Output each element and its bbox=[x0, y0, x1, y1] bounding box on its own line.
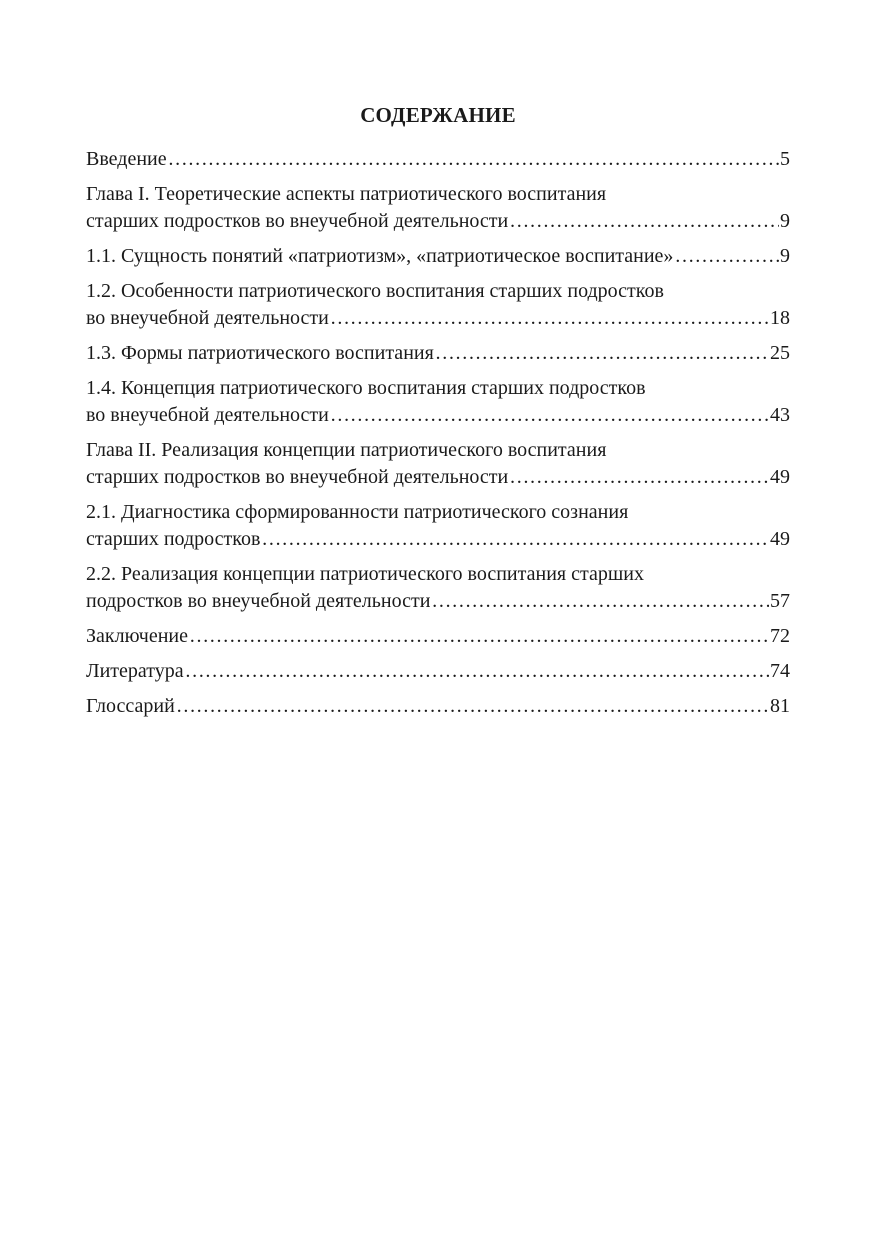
toc-entry-2-1[interactable] bbox=[86, 499, 790, 553]
toc-page-number: 72 bbox=[770, 625, 790, 647]
toc-entry-chapter-2[interactable] bbox=[86, 437, 790, 491]
toc-entry-1-1[interactable] bbox=[86, 243, 790, 270]
dot-leader bbox=[509, 208, 779, 235]
toc-entry-1-2[interactable] bbox=[86, 278, 790, 332]
toc-entry-1-4[interactable] bbox=[86, 375, 790, 429]
toc-page-number: 9 bbox=[780, 210, 790, 232]
dot-leader bbox=[189, 623, 769, 650]
toc-entry-conclusion[interactable] bbox=[86, 623, 790, 650]
dot-leader bbox=[674, 243, 779, 270]
toc-entry-chapter-1[interactable] bbox=[86, 181, 790, 235]
toc-entry-label: во внеучебной деятельности bbox=[86, 404, 329, 426]
toc-entry-label: Литература bbox=[86, 660, 184, 682]
toc-entry-label: во внеучебной деятельности bbox=[86, 307, 329, 329]
dot-leader bbox=[185, 658, 769, 685]
toc-page-number: 57 bbox=[770, 590, 790, 612]
toc-entry-introduction[interactable] bbox=[86, 146, 790, 173]
dot-leader bbox=[168, 146, 779, 173]
toc-entry-label: Глава II. Реализация концепции патриотического воспитания bbox=[86, 439, 607, 461]
toc-entry-label: 2.2. Реализация концепции патриотического воспитания старших bbox=[86, 563, 644, 585]
toc-entry-label: 1.4. Концепция патриотического воспитания старших подростков bbox=[86, 377, 646, 399]
toc-entry-label: 1.2. Особенности патриотического воспитания старших подростков bbox=[86, 280, 664, 302]
toc-entry-2-2[interactable] bbox=[86, 561, 790, 615]
dot-leader bbox=[330, 402, 769, 429]
dot-leader bbox=[176, 693, 769, 720]
toc-entry-label: 2.1. Диагностика сформированности патриотического сознания bbox=[86, 501, 629, 523]
toc-entry-label: 1.1. Сущность понятий «патриотизм», «патриотическое воспитание» bbox=[86, 245, 674, 267]
toc-page-number: 74 bbox=[770, 660, 790, 682]
toc-entry-label: Глава I. Теоретические аспекты патриотического воспитания bbox=[86, 183, 607, 205]
toc-entry-label: Введение bbox=[86, 148, 167, 170]
toc-page-number: 25 bbox=[770, 342, 790, 364]
dot-leader bbox=[330, 305, 769, 332]
toc-entry-1-3[interactable] bbox=[86, 340, 790, 367]
dot-leader bbox=[431, 588, 769, 615]
table-of-contents bbox=[86, 146, 790, 728]
toc-page-number: 49 bbox=[770, 528, 790, 550]
toc-entry-glossary[interactable] bbox=[86, 693, 790, 720]
toc-page-number: 5 bbox=[780, 148, 790, 170]
dot-leader bbox=[509, 464, 769, 491]
toc-page-number: 81 bbox=[770, 695, 790, 717]
dot-leader bbox=[435, 340, 769, 367]
toc-entry-literature[interactable] bbox=[86, 658, 790, 685]
toc-entry-label: Заключение bbox=[86, 625, 188, 647]
toc-entry-label: старших подростков во внеучебной деятельности bbox=[86, 466, 509, 488]
toc-entry-label: 1.3. Формы патриотического воспитания bbox=[86, 342, 434, 364]
dot-leader bbox=[261, 526, 769, 553]
toc-entry-label: старших подростков bbox=[86, 528, 261, 550]
toc-page-number: 18 bbox=[770, 307, 790, 329]
toc-entry-label: Глоссарий bbox=[86, 695, 175, 717]
toc-entry-label: старших подростков во внеучебной деятельности bbox=[86, 210, 509, 232]
page-title: СОДЕРЖАНИЕ bbox=[360, 103, 516, 127]
toc-page-number: 9 bbox=[780, 245, 790, 267]
toc-page-number: 49 bbox=[770, 466, 790, 488]
toc-page-number: 43 bbox=[770, 404, 790, 426]
toc-entry-label: подростков во внеучебной деятельности bbox=[86, 590, 431, 612]
